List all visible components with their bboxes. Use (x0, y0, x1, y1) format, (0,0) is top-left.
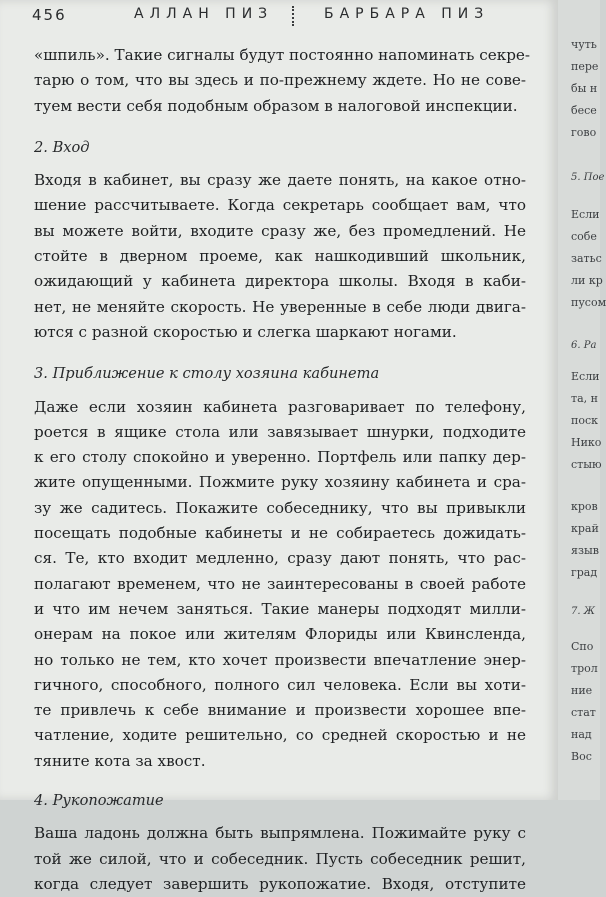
text-line: вы можете войти, входите сразу же, без промедлений. Не (34, 221, 526, 240)
text-line: посещать подобные кабинеты и не собираетесь дожидать- (34, 524, 526, 543)
text-line: ожидающий у кабинета директора школы. Входя в каби- (34, 272, 526, 291)
text-line: роется в ящике стола или завязывает шнурки, подходите (34, 422, 526, 441)
adjacent-page-fragment: стат (571, 706, 596, 719)
adjacent-page-fragment: стыю (571, 458, 602, 471)
adjacent-page-fragment: над (571, 728, 592, 741)
author-name-right: БАРБАРА ПИЗ (324, 6, 490, 22)
adjacent-page-fragment: та, н (571, 392, 598, 405)
adjacent-page-fragment: пере (571, 60, 599, 73)
section-heading-approach: 3. Приближение к столу хозяина кабинета (34, 365, 380, 383)
adjacent-page-fragment: кров (571, 500, 598, 513)
adjacent-page-fragment: ли кр (571, 274, 603, 287)
text-line: той же силой, что и собеседник. Пусть собеседник решит, (34, 849, 526, 868)
adjacent-page-fragment: бы н (571, 82, 598, 95)
text-line: Входя в кабинет, вы сразу же даете понять, на какое отно- (34, 171, 526, 190)
section-heading-entry: 2. Вход (34, 138, 90, 156)
page-number: 456 (32, 6, 67, 24)
page-body (34, 43, 531, 897)
adjacent-page-fragment: Вос (571, 750, 592, 763)
running-header (14, 6, 534, 28)
adjacent-page-fragment: чуть (571, 38, 597, 51)
text-line: к его столу спокойно и уверенно. Портфель или папку дер- (34, 448, 526, 467)
text-line: жите опущенными. Пожмите руку хозяину кабинета и сра- (34, 473, 526, 492)
adjacent-page-edge (558, 0, 606, 800)
adjacent-page-fragment: бесе (571, 104, 597, 117)
text-line: нет, не меняйте скорость. Не уверенные в себе люди двига- (34, 297, 526, 316)
text-line: тарю о том, что вы здесь и по-прежнему ждете. Но не сове- (34, 71, 526, 90)
text-line: туем вести себя подобным образом в налоговой инспекции. (34, 96, 518, 115)
text-line: ся. Те, кто входит медленно, сразу дают понять, что рас- (34, 549, 526, 568)
text-line: зу же садитесь. Покажите собеседнику, что вы привыкли (34, 498, 526, 517)
header-divider (292, 6, 294, 26)
text-line: те привлечь к себе внимание и произвести хорошее впе- (34, 701, 526, 720)
adjacent-page-heading: 7. Ж (571, 606, 595, 617)
text-line: Ваша ладонь должна быть выпрямлена. Пожимайте руку с (34, 824, 526, 843)
adjacent-page-fragment: край (571, 522, 599, 535)
section-paragraph-handshake (34, 821, 526, 897)
text-line: чатление, ходите решительно, со средней скоростью и не (34, 726, 526, 745)
adjacent-page-fragment: ние (571, 684, 593, 697)
text-line: но только не тем, кто хочет произвести впечатление энер- (34, 650, 526, 669)
adjacent-page-fragment: Спо (571, 640, 594, 653)
adjacent-page-fragment: град (571, 566, 598, 579)
adjacent-page-fragment: пусом (571, 296, 606, 309)
text-line: гичного, способного, полного сил человека. Если вы хоти- (34, 675, 526, 694)
text-line: шение рассчитываете. Когда секретарь сообщает вам, что (34, 196, 526, 215)
adjacent-page-heading: 6. Ра (571, 340, 597, 351)
adjacent-page-fragment: Нико (571, 436, 602, 449)
text-line: ются с разной скоростью и слегка шаркают ногами. (34, 322, 457, 341)
intro-paragraph (34, 43, 531, 119)
adjacent-page-fragment: затьс (571, 252, 602, 265)
text-line: Даже если хозяин кабинета разговаривает по телефону, (34, 397, 526, 416)
text-line: «шпиль». Такие сигналы будут постоянно напоминать секре- (34, 46, 531, 64)
text-line: когда следует завершить рукопожатие. Входя, отступите (34, 874, 526, 893)
adjacent-page-fragment: трол (571, 662, 598, 675)
section-paragraph-entry (34, 168, 526, 345)
adjacent-page-fragment: поск (571, 414, 598, 427)
adjacent-page-fragment: собе (571, 230, 597, 243)
section-paragraph-approach (34, 395, 526, 774)
adjacent-page-fragment: языв (571, 544, 599, 557)
text-line: онерам на покое или жителям Флориды или Квинсленда, (34, 625, 526, 644)
author-name-left: АЛЛАН ПИЗ (134, 6, 274, 22)
text-line: стойте в дверном проеме, как нашкодивший школьник, (34, 247, 526, 266)
adjacent-page-heading: 5. Пое (571, 172, 605, 183)
text-line: и что им нечем заняться. Такие манеры подходят милли- (34, 599, 526, 618)
section-heading-handshake: 4. Рукопожатие (34, 792, 164, 810)
adjacent-page-fragment: Если (571, 208, 600, 221)
text-line: полагают временем, что не заинтересованы в своей работе (34, 574, 526, 593)
text-line: тяните кота за хвост. (34, 751, 206, 770)
adjacent-page-fragment: Если (571, 370, 600, 383)
adjacent-page-fragment: гово (571, 126, 597, 139)
